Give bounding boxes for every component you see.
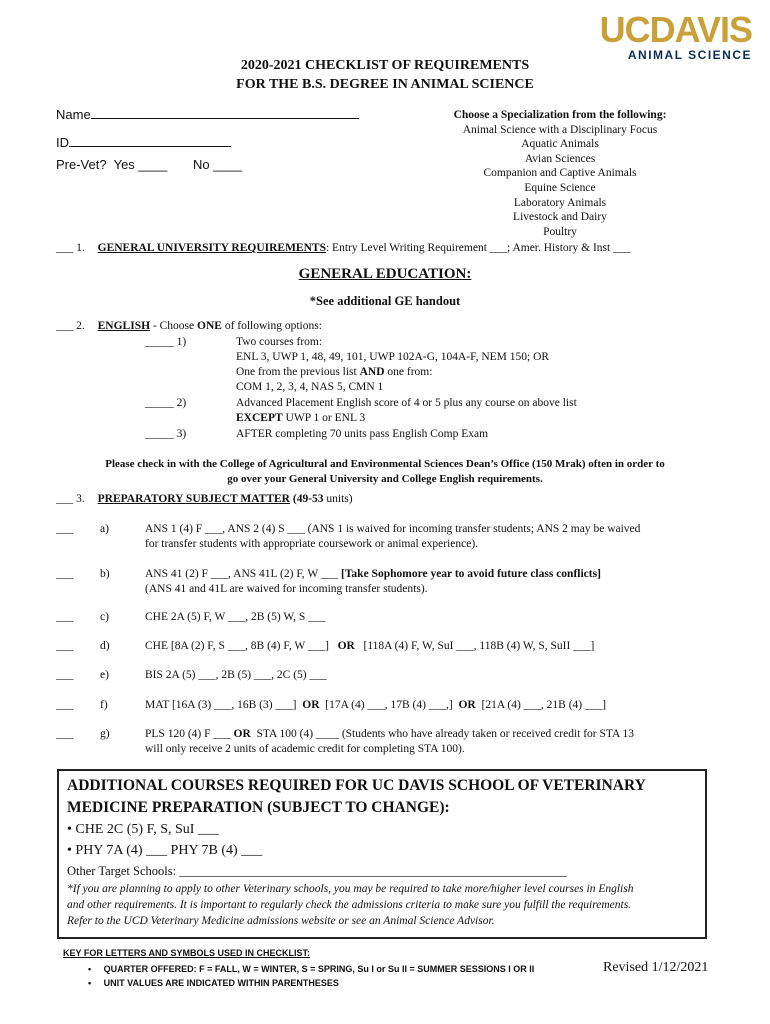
item-letter: f) — [100, 699, 108, 711]
key-heading: KEY FOR LETTERS AND SYMBOLS USED IN CHECKLIST: — [63, 948, 311, 958]
specialization-option: Laboratory Animals — [513, 196, 607, 209]
vet-note: and other requirements. It is important to regularly check the admissions criteria to make sure you fulfill the requirements. — [67, 899, 632, 911]
text: ANS 41 (2) F ___, ANS 41L (2) F, W ___ — [145, 568, 341, 580]
specialization-option: Avian Sciences — [524, 152, 596, 165]
english-option-2-line — [236, 411, 577, 426]
english-option-2 — [236, 396, 577, 426]
id-label: ID — [56, 135, 69, 150]
item-b — [145, 567, 601, 597]
item-letter: b) — [100, 568, 110, 580]
item-e: BIS 2A (5) ___, 2B (5) ___, 2C (5) ___ — [145, 669, 327, 681]
key-bullet-2 — [88, 978, 339, 988]
english-option-1-line: ENL 3, UWP 1, 48, 49, 101, UWP 102A-G, 104A-F, NEM 150; OR — [236, 351, 550, 363]
specialization-option: Aquatic Animals — [521, 138, 599, 151]
notice-line: go over your General University and College English requirements. — [227, 473, 543, 485]
id-field[interactable] — [56, 134, 231, 150]
english-option-1-line — [236, 365, 549, 380]
english-option-2-line: Advanced Placement English score of 4 or 5 plus any course on above list — [236, 397, 577, 409]
item-a — [145, 522, 640, 552]
prevet-field — [56, 157, 242, 172]
title-line-1: 2020-2021 CHECKLIST OF REQUIREMENTS — [240, 58, 530, 73]
key-bullet-1 — [88, 964, 534, 974]
item-text: for transfer students with appropriate coursework or animal experience). — [145, 538, 479, 550]
item-blank[interactable]: ___ — [56, 728, 74, 740]
english-option-3-blank[interactable]: _____ 3) — [145, 428, 187, 440]
english-option-2-blank[interactable]: _____ 2) — [145, 397, 187, 409]
text: [21A (4) ___, 21B (4) ___] — [475, 699, 607, 711]
item-g — [145, 727, 634, 757]
bullet-icon: • — [88, 978, 92, 988]
english-option-3: AFTER completing 70 units pass English Comp Exam — [236, 428, 489, 440]
prevet-yes[interactable]: Yes ____ — [113, 157, 168, 172]
item-blank[interactable]: ___ — [56, 699, 74, 711]
text-bold: AND — [359, 366, 385, 378]
vet-requirements-box — [57, 769, 707, 939]
or-text: OR — [458, 699, 476, 711]
english-intro: - Choose — [150, 320, 198, 332]
specialization-option: Animal Science with a Disciplinary Focus — [462, 123, 658, 136]
logo-wordmark: UCDAVIS — [599, 9, 752, 50]
deans-office-notice — [0, 457, 770, 487]
text: PLS 120 (4) F ___ — [145, 728, 234, 740]
name-field[interactable] — [56, 106, 359, 122]
english-label: ENGLISH — [97, 320, 151, 332]
vet-note: *If you are planning to apply to other Veterinary schools, you may be required to take more/higher level courses in English — [67, 883, 634, 895]
name-label: Name — [56, 107, 91, 122]
prep-label: PREPARATORY SUBJECT MATTER — [97, 493, 290, 505]
key-text: QUARTER OFFERED: F = FALL, W = WINTER, S = SPRING, Su I or Su II = SUMMER SESSIONS I OR II — [103, 964, 535, 974]
bullet-icon: • — [88, 964, 92, 974]
item-letter: e) — [100, 669, 109, 681]
item-text: will only receive 2 units of academic credit for completing STA 100). — [145, 743, 465, 755]
other-target-schools-field[interactable]: Other Target Schools: ______________________________________________________________ — [67, 864, 567, 878]
item-blank[interactable]: ___ — [56, 669, 74, 681]
revised-date: Revised 1/12/2021 — [603, 960, 709, 975]
english-option-1-blank[interactable]: _____ 1) — [145, 336, 187, 348]
item-blank[interactable]: ___ — [56, 523, 74, 535]
english-intro-end: of following options: — [221, 320, 322, 332]
item-letter: g) — [100, 728, 110, 740]
text: [118A (4) F, W, SuI ___, 118B (4) W, S, SuII ___] — [354, 640, 595, 652]
item-blank[interactable]: ___ — [56, 568, 74, 580]
specialization-list — [440, 108, 680, 239]
prevet-label: Pre-Vet? — [56, 157, 107, 172]
prep-blank[interactable]: ___ 3. — [56, 493, 85, 505]
or-text: OR — [337, 640, 355, 652]
name-line[interactable] — [91, 106, 359, 119]
item-d — [145, 639, 594, 654]
english-option-1-line: COM 1, 2, 3, 4, NAS 5, CMN 1 — [236, 381, 384, 393]
prep-subject-matter — [56, 492, 353, 507]
item-text — [145, 727, 634, 742]
req1-blank[interactable]: ___ 1. — [56, 242, 85, 254]
prep-units-end: units) — [323, 493, 353, 505]
requirement-1 — [56, 241, 630, 256]
text: One from the previous list — [236, 366, 360, 378]
ge-title: GENERAL EDUCATION: — [298, 266, 472, 282]
text-bold: EXCEPT — [236, 412, 283, 424]
english-blank[interactable]: ___ 2. — [56, 320, 85, 332]
item-text — [145, 567, 601, 582]
vet-heading: MEDICINE PREPARATION (SUBJECT TO CHANGE): — [67, 799, 450, 816]
specialization-option: Companion and Captive Animals — [483, 167, 637, 180]
text: UWP 1 or ENL 3 — [282, 412, 366, 424]
or-text: OR — [233, 728, 251, 740]
item-c: CHE 2A (5) F, W ___, 2B (5) W, S ___ — [145, 611, 326, 623]
req1-text: : Entry Level Writing Requirement ___; Amer. History & Inst ___ — [325, 242, 631, 254]
specialization-option: Poultry — [543, 225, 577, 238]
title-line-2: FOR THE B.S. DEGREE IN ANIMAL SCIENCE — [236, 77, 534, 92]
ge-subtitle: *See additional GE handout — [309, 294, 461, 308]
vet-item: • CHE 2C (5) F, S, SuI ___ — [67, 822, 219, 837]
specialization-option: Livestock and Dairy — [513, 211, 607, 224]
specialization-option: Equine Science — [524, 181, 596, 194]
page-title — [0, 56, 770, 94]
english-option-1-line: Two courses from: — [236, 336, 323, 348]
vet-heading: ADDITIONAL COURSES REQUIRED FOR UC DAVIS SCHOOL OF VETERINARY — [67, 777, 646, 794]
item-blank[interactable]: ___ — [56, 611, 74, 623]
item-f — [145, 698, 606, 713]
vet-item: • PHY 7A (4) ___ PHY 7B (4) ___ — [67, 843, 263, 858]
text: CHE [8A (2) F, S ___, 8B (4) F, W ___] — [145, 640, 338, 652]
prep-units: (49-53 — [292, 493, 324, 505]
text: [17A (4) ___, 17B (4) ___,] — [319, 699, 459, 711]
item-text: (ANS 41 and 41L are waived for incoming transfer students). — [145, 583, 428, 595]
english-requirement — [56, 319, 322, 334]
req1-label: GENERAL UNIVERSITY REQUIREMENTS — [97, 242, 326, 254]
item-letter: c) — [100, 611, 109, 623]
item-blank[interactable]: ___ — [56, 640, 74, 652]
text: MAT [16A (3) ___, 16B (3) ___] — [145, 699, 303, 711]
english-option-1 — [236, 335, 549, 395]
logo-department: ANIMAL SCIENCE — [627, 48, 752, 62]
text: one from: — [384, 366, 433, 378]
text: STA 100 (4) ____ (Students who have already taken or received credit for STA 13 — [250, 728, 635, 740]
key-text: UNIT VALUES ARE INDICATED WITHIN PARENTHESES — [103, 978, 339, 988]
uc-davis-logo — [599, 9, 752, 62]
or-text: OR — [302, 699, 320, 711]
specialization-heading: Choose a Specialization from the following: — [453, 109, 667, 121]
vet-note: Refer to the UCD Veterinary Medicine admissions website or see an Animal Science Advisor. — [67, 915, 495, 927]
notice-line: Please check in with the College of Agricultural and Environmental Sciences Dean’s Office (150 Mrak) often in order to — [105, 458, 665, 470]
item-letter: a) — [100, 523, 109, 535]
item-text: ANS 1 (4) F ___, ANS 2 (4) S ___ (ANS 1 is waived for incoming transfer students; ANS 2 may be waived — [145, 523, 641, 535]
prevet-no[interactable]: No ____ — [192, 157, 243, 172]
text-bold: [Take Sophomore year to avoid future class conflicts] — [340, 568, 601, 580]
id-line[interactable] — [69, 134, 231, 147]
english-intro-bold: ONE — [197, 320, 222, 332]
item-letter: d) — [100, 640, 110, 652]
